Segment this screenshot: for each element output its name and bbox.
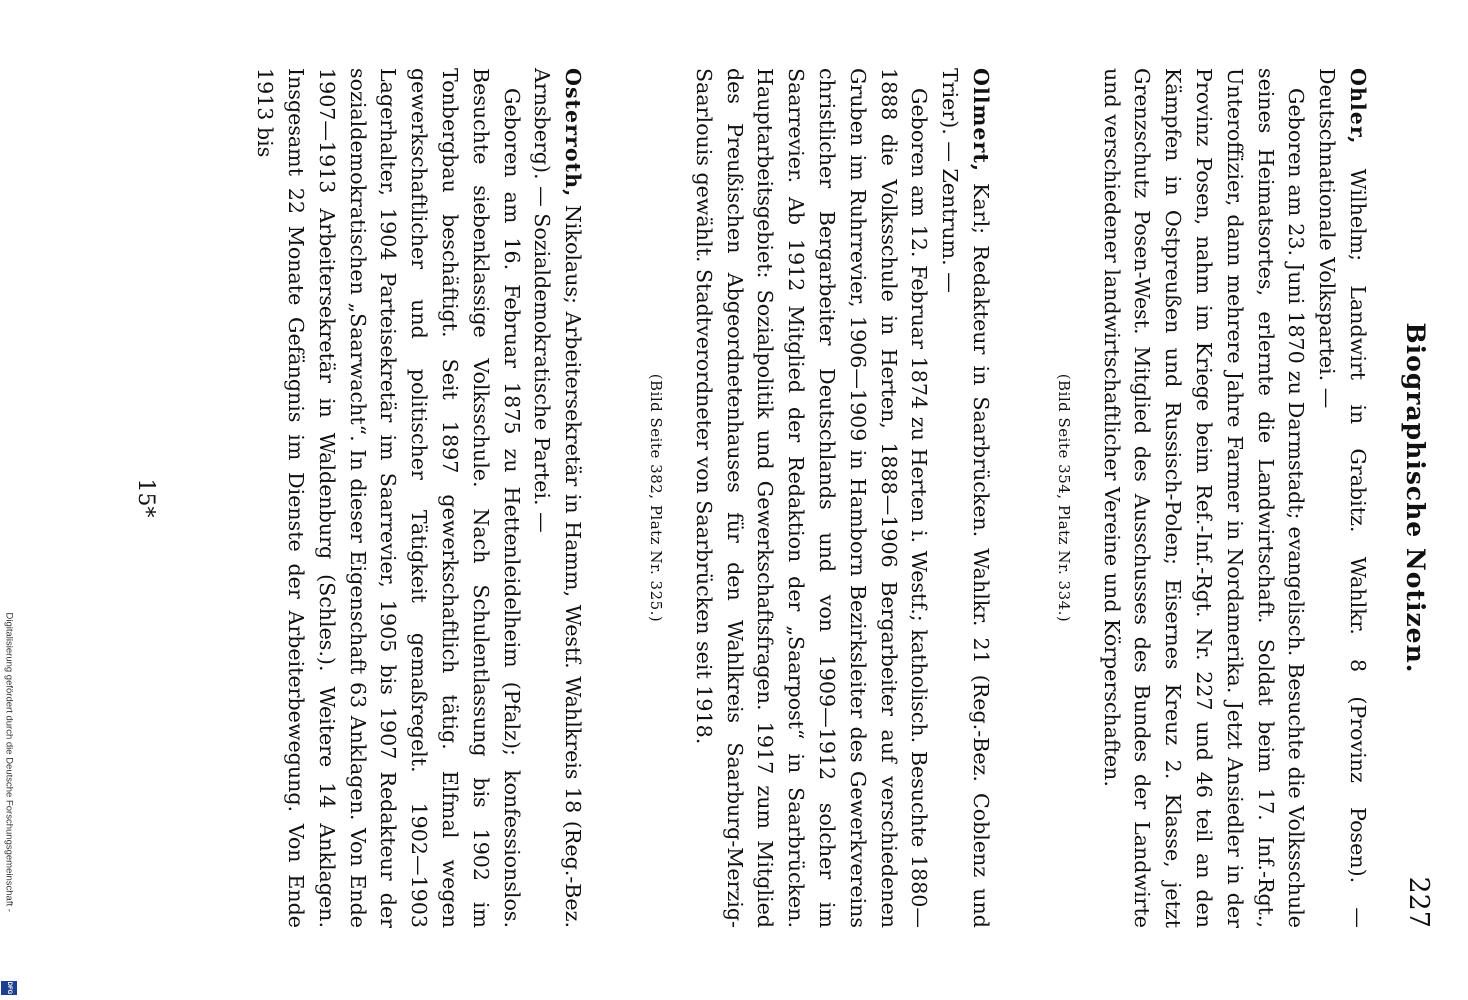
page-number: 227 [1403,876,1434,928]
entry-name: Ohler, [1346,68,1370,145]
dfg-logo-icon: DFG [1,981,17,995]
entry-intro-text: Wilhelm; Landwirt in Grabitz. Wahlkr. 8 (Provinz Posen). — Deutschnationale Volkspartei. — [1315,68,1370,928]
entry-ollmert [640,68,996,928]
entry-intro-text: Nikolaus; Arbeitersekretär in Hamm, Westf. Wahlkreis 18 (Reg.-Bez. Arnsberg). — Sozialdemokratische Partei. — [530,68,586,928]
picture-reference: (Bild Seite 382, Platz Nr. 325.) [647,373,666,623]
page-content [0,68,1468,928]
entry-biography: Geboren am 12. Februar 1874 zu Herten i. Westf.; katholisch. Besuchte 1880—1888 die Volksschule in Herten, 1888—1906 Bergarbeiter auf verschiedenen Gruben im Ruhrrevier, 1906—1909 in Hamborn Bezirksleiter des Gewerkvereins christlicher Bergarbeiter Deutschlands und von 1909—1912 solcher im Saarrevier. Ab 1912 Mitglied der Redaktion der „Saarpost“ in Saarbrücken. Hauptarbeitsgebiet: Sozialpolitik und Gewerkschaftsfragen. 1917 zum Mitglied des Preußischen Abgeordnetenhauses für den Wahlkreis Saarburg-Merzig-Saarlouis gewählt. Stadtverordneter von Saarbrücken seit 1918. [691,68,932,928]
digitization-credit [1,606,17,998]
entry-intro-text: Karl; Redakteur in Saarbrücken. Wahlkr. 21 (Reg.-Bez. Coblenz und Trier). — Zentrum. — [938,68,994,928]
entry-name: Ollmert, [969,68,994,173]
entry-ohler [1048,68,1373,928]
entry-intro [1311,68,1373,928]
entry-biography: Geboren am 23. Juni 1870 zu Darmstadt; evangelisch. Besuchte die Volksschule seines Heimatsortes, erlernte die Landwirtschaft. Soldat beim 17. Inf.-Rgt., Unteroffizier, dann mehrere Jahre Farmer in Nordamerika. Jetzt Ansiedler in der Provinz Posen, nahm im Kriege beim Ref.-Inf.-Rgt. Nr. 227 und 46 teil an den Kämpfen in Ostpreußen und Russisch-Polen; Eisernes Kreuz 2. Klasse, jetzt Grenzschutz Posen-West. Mitglied des Ausschusses des Bundes der Landwirte und verschiedener landwirtschaftlicher Vereine und Körperschaften. [1099,68,1309,928]
running-head-title: Biographische Notizen. [1401,322,1430,674]
picture-reference: (Bild Seite 354, Platz Nr. 334.) [1054,373,1073,623]
entry-biography: Geboren am 16. Februar 1875 zu Hettenleidelheim (Pfalz); konfessionslos. Besuchte siebenklassige Volksschule. Nach Schulentlassung bis 1902 im Tonbergbau beschäftigt. Seit 1897 gewerkschaftlich tätig. Elfmal wegen gewerkschaftlicher und politischer Tätigkeit gemaßregelt. 1902—1903 Lagerhalter, 1904 Parteisekretär im Saarrevier, 1905 bis 1907 Redakteur der sozialdemokratischen „Saarwacht“. In dieser Eigenschaft 63 Anklagen. Von Ende 1907—1913 Arbeitersekretär in Waldenburg (Schles.). Weitere 14 Anklagen. Insgesamt 22 Monate Gefängnis im Dienste der Arbeiterbewegung. Von Ende 1913 bis [253,68,524,928]
entry-intro [527,68,589,928]
entry-osterroth [250,68,589,928]
entry-intro [934,68,996,928]
sheet-signature: 15* [133,478,158,518]
entries [250,68,1374,928]
entry-name: Osterroth, [561,68,586,198]
credit-text: Digitalisierung gefördert durch die Deutsche Forschungsgemeinschaft - [3,612,15,912]
